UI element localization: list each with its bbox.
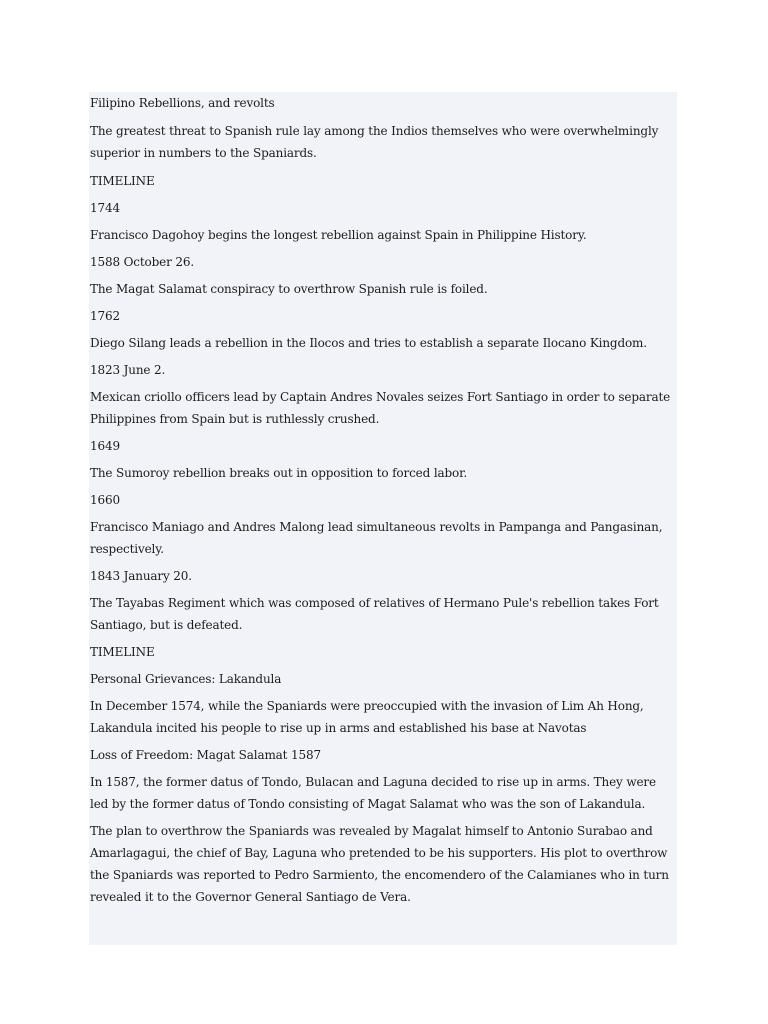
timeline-date: 1762 — [90, 309, 120, 323]
section-paragraph: In December 1574, while the Spaniards were preoccupied with the invasion of Lim Ah Hong, Lakandula incited his people to rise up in arms and established his base at Navotas — [90, 699, 644, 735]
timeline-event: Francisco Maniago and Andres Malong lead simultaneous revolts in Pampanga and Pangasinan, respectively. — [90, 520, 663, 556]
timeline-date: 1660 — [90, 493, 120, 507]
section-paragraph: In 1587, the former datus of Tondo, Bulacan and Laguna decided to rise up in arms. They were led by the former datus of Tondo consisting of Magat Salamat who was the son of Lakandula. — [90, 775, 656, 811]
timeline-date: 1843 January 20. — [90, 569, 192, 583]
text-column — [90, 92, 676, 908]
text-content-block — [89, 92, 677, 945]
timeline-event: The Sumoroy rebellion breaks out in opposition to forced labor. — [90, 466, 468, 480]
timeline-event: Francisco Dagohoy begins the longest rebellion against Spain in Philippine History. — [90, 228, 587, 242]
section-heading: Loss of Freedom: Magat Salamat 1587 — [90, 748, 321, 762]
timeline-date: 1588 October 26. — [90, 255, 194, 269]
timeline-date: 1744 — [90, 201, 120, 215]
heading-timeline: TIMELINE — [90, 645, 155, 659]
paragraph-intro: The greatest threat to Spanish rule lay among the Indios themselves who were overwhelmingly superior in numbers to the Spaniards. — [90, 124, 659, 160]
section-heading: Personal Grievances: Lakandula — [90, 672, 282, 686]
timeline-event: The Magat Salamat conspiracy to overthrow Spanish rule is foiled. — [90, 282, 488, 296]
timeline-event: Mexican criollo officers lead by Captain Andres Novales seizes Fort Santiago in order to separate Philippines from Spain but is ruthlessly crushed. — [90, 390, 671, 426]
section-paragraph: The plan to overthrow the Spaniards was revealed by Magalat himself to Antonio Surabao and Amarlagagui, the chief of Bay, Laguna who pretended to be his supporters. His plot to overthrow the Spaniards was reported to Pedro Sarmiento, the encomendero of the Calamianes who in turn revealed it to the Governor General Santiago de Vera. — [90, 824, 669, 904]
timeline-event: The Tayabas Regiment which was composed of relatives of Hermano Pule's rebellion takes Fort Santiago, but is defeated. — [90, 596, 659, 632]
heading-timeline: TIMELINE — [90, 174, 155, 188]
timeline-date: 1649 — [90, 439, 120, 453]
timeline-date: 1823 June 2. — [90, 363, 166, 377]
document-title: Filipino Rebellions, and revolts — [90, 96, 275, 110]
timeline-event: Diego Silang leads a rebellion in the Ilocos and tries to establish a separate Ilocano Kingdom. — [90, 336, 647, 350]
